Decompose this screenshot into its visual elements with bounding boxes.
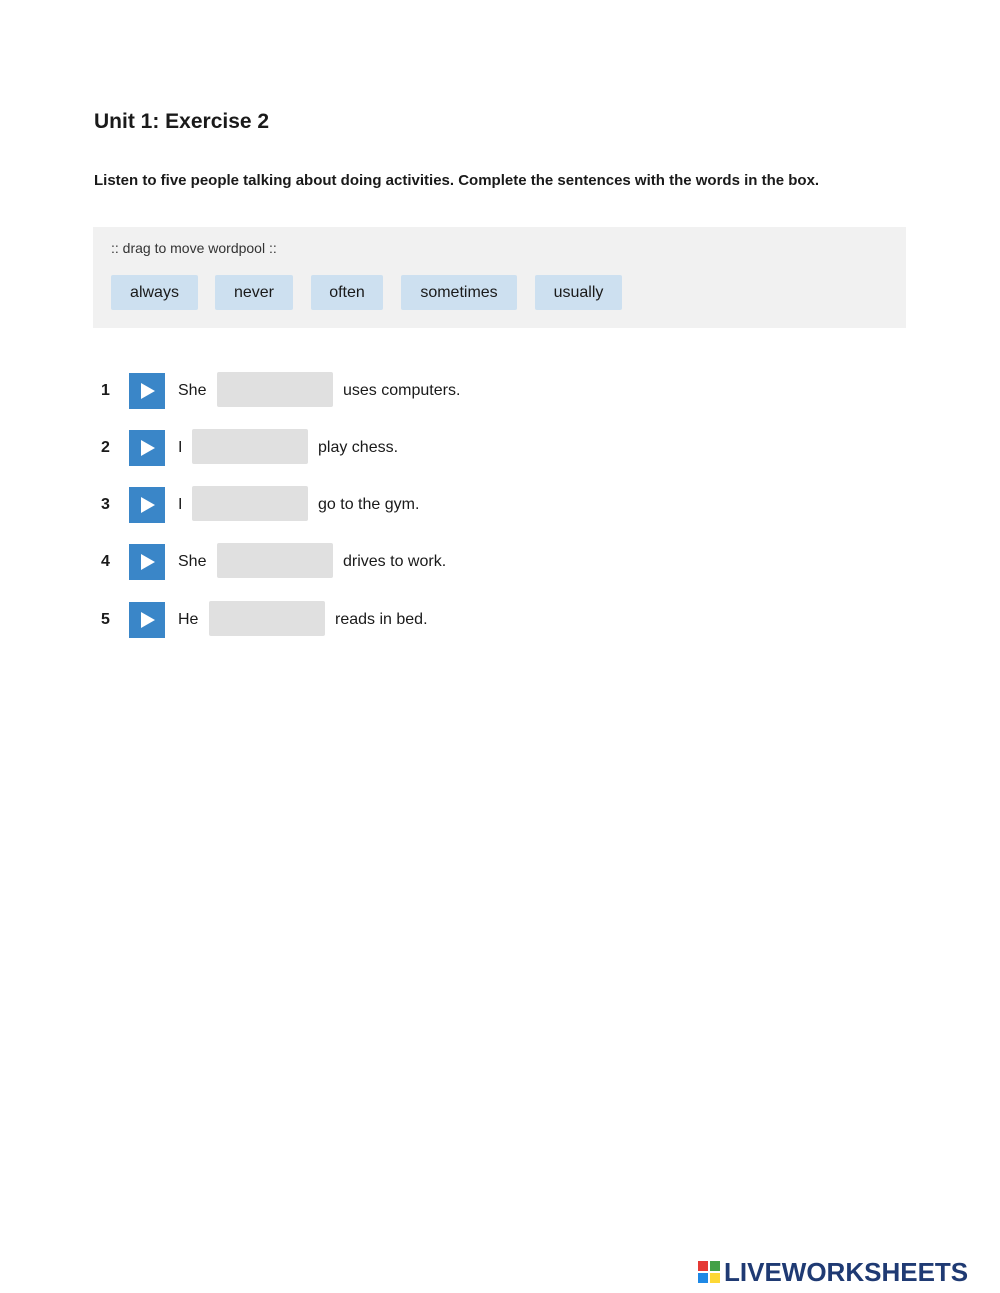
row-number: 5 (101, 611, 110, 628)
drop-blank-4[interactable] (217, 543, 333, 578)
drop-blank-3[interactable] (192, 486, 308, 521)
sentence-subject: I (178, 496, 183, 513)
word-chip-usually[interactable]: usually (535, 275, 622, 310)
play-audio-button-2[interactable] (129, 430, 165, 466)
play-audio-button-5[interactable] (129, 602, 165, 638)
sentence-rest: uses computers. (343, 382, 461, 399)
sentence-rest: play chess. (318, 439, 399, 456)
play-icon (140, 554, 156, 570)
word-chip-never[interactable]: never (215, 275, 293, 310)
sentence-row-2 (0, 430, 1000, 466)
word-chip-sometimes[interactable]: sometimes (401, 275, 517, 310)
wordpool[interactable] (93, 227, 906, 328)
sentence-row-3 (0, 487, 1000, 523)
play-icon (140, 383, 156, 399)
sentence-subject: She (178, 553, 207, 570)
liveworksheets-logo-icon (698, 1261, 720, 1283)
row-number: 2 (101, 439, 110, 456)
sentence-rest: go to the gym. (318, 496, 420, 513)
play-audio-button-3[interactable] (129, 487, 165, 523)
row-number: 3 (101, 496, 110, 513)
brand-name: LIVEWORKSHEETS (724, 1257, 969, 1287)
play-icon (140, 440, 156, 456)
play-audio-button-4[interactable] (129, 544, 165, 580)
sentence-subject: She (178, 382, 207, 399)
drop-blank-1[interactable] (217, 372, 333, 407)
wordpool-drag-handle[interactable]: :: drag to move wordpool :: (111, 240, 277, 256)
instructions-text: Listen to five people talking about doing activities. Complete the sentences with the words in the box. (94, 172, 820, 189)
page-title: Unit 1: Exercise 2 (94, 110, 270, 133)
liveworksheets-logo (698, 1258, 968, 1286)
sentence-row-5 (0, 602, 1000, 638)
play-audio-button-1[interactable] (129, 373, 165, 409)
sentence-subject: He (178, 611, 199, 628)
play-icon (140, 612, 156, 628)
sentence-row-1 (0, 373, 1000, 409)
word-chip-often[interactable]: often (311, 275, 383, 310)
sentence-rest: reads in bed. (335, 611, 428, 628)
sentence-row-4 (0, 544, 1000, 580)
sentence-rest: drives to work. (343, 553, 447, 570)
row-number: 4 (101, 553, 110, 570)
play-icon (140, 497, 156, 513)
drop-blank-5[interactable] (209, 601, 325, 636)
drop-blank-2[interactable] (192, 429, 308, 464)
sentence-subject: I (178, 439, 183, 456)
word-chip-always[interactable]: always (111, 275, 198, 310)
row-number: 1 (101, 382, 110, 399)
